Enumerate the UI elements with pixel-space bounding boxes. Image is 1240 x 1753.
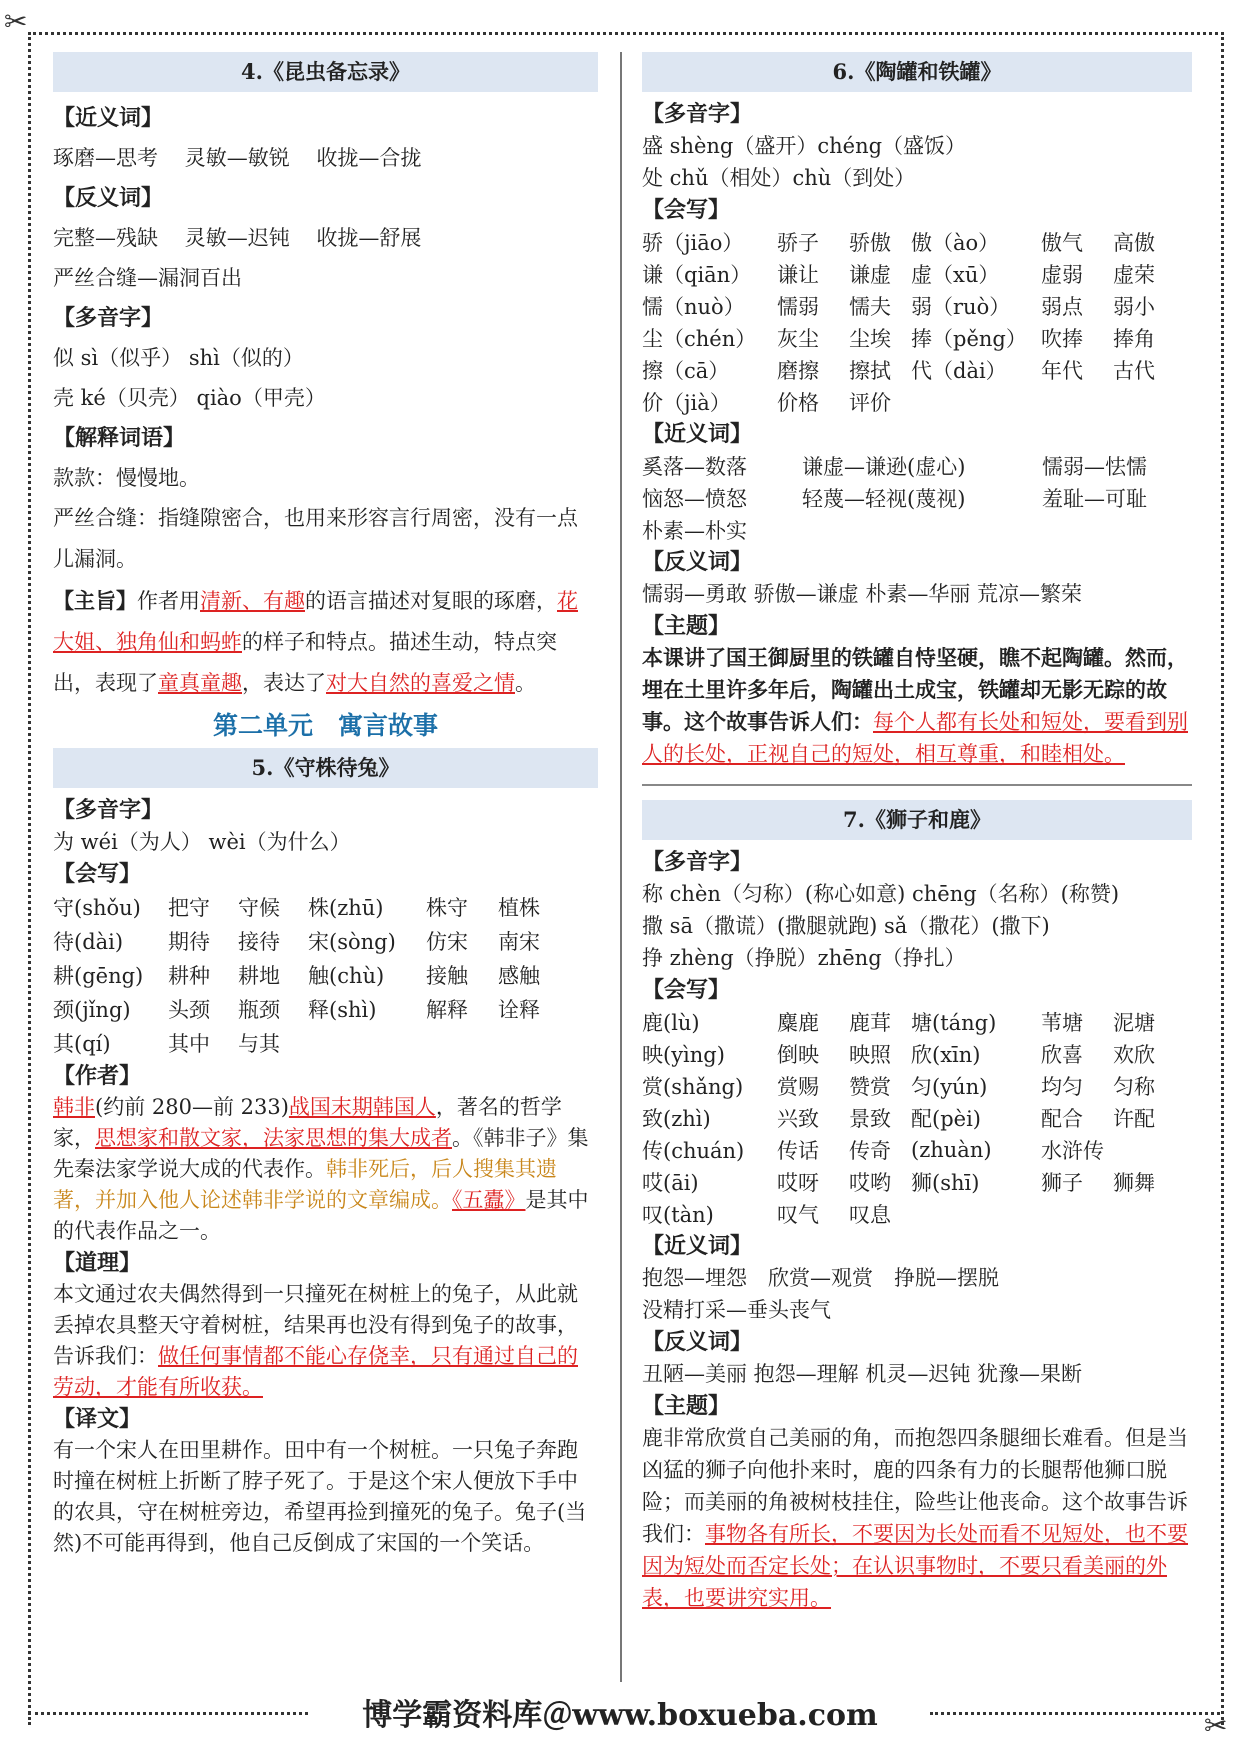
table-cell: 羞耻—可耻 — [1042, 487, 1147, 511]
table-row — [642, 1134, 1173, 1166]
section-heading: 【会写】 — [642, 197, 731, 223]
table-cell: 解释 — [426, 998, 468, 1022]
table-cell: 其(qí) — [53, 1032, 111, 1056]
table-cell: 尘埃 — [849, 327, 891, 351]
theme-paragraph — [53, 580, 598, 704]
table-cell: 赞赏 — [849, 1075, 891, 1099]
table-cell: 映(yìng) — [642, 1043, 725, 1067]
section-heading: 【作者】 — [53, 1063, 142, 1089]
table-row — [642, 1102, 1173, 1134]
table-row — [642, 354, 1173, 386]
highlight: 清新、有趣 — [200, 589, 305, 613]
text: ，著名的哲学家， — [53, 1095, 562, 1150]
table-cell: 傲（ào） — [911, 231, 1000, 255]
table-cell: 价格 — [777, 391, 819, 415]
table-cell: 植株 — [498, 896, 540, 920]
table-row — [642, 1070, 1173, 1102]
reason-paragraph — [53, 1279, 598, 1403]
table-cell: 叹(tàn) — [642, 1203, 714, 1227]
table-row — [642, 450, 1147, 482]
section-heading: 【会写】 — [642, 977, 731, 1003]
table-cell: 吹捧 — [1041, 327, 1083, 351]
table-cell: 耕种 — [168, 964, 210, 988]
section-divider — [642, 784, 1192, 786]
table-cell: 传奇 — [849, 1139, 891, 1163]
table-cell: 弱小 — [1113, 295, 1155, 319]
table-cell: 谦（qiān） — [642, 263, 752, 287]
antonym-pair: 收拢—舒展 — [316, 226, 422, 250]
table-cell: 骄子 — [777, 231, 819, 255]
table-cell: 接触 — [426, 964, 468, 988]
highlight: 事物各有所长，不要因为长处而看不见短处，也不要因为短处而否定长处；在认识事物时，不要只看美丽的外表，也要讲究实用。 — [642, 1522, 1188, 1610]
section-heading: 【多音字】 — [642, 849, 753, 875]
lesson-4-title: 4.《昆虫备忘录》 — [53, 52, 598, 92]
table-cell: 株(zhū) — [308, 896, 384, 920]
table-cell: 株守 — [426, 896, 468, 920]
antonym-pair: 完整—残缺 — [53, 226, 158, 250]
table-cell: 守候 — [238, 896, 280, 920]
table-cell: 虚荣 — [1113, 263, 1155, 287]
column-divider — [620, 52, 622, 1682]
table-row — [642, 1006, 1173, 1038]
table-cell: 懦夫 — [849, 295, 891, 319]
antonym-row — [53, 218, 598, 258]
table-cell: 宋(sòng) — [308, 930, 396, 954]
table-cell: 水浒传 — [1041, 1139, 1104, 1163]
section-heading: 【解释词语】 — [53, 425, 186, 451]
scissors-icon: ✂ — [4, 5, 28, 38]
table-cell: 致(zhì) — [642, 1107, 711, 1131]
table-cell: 懦弱—怯懦 — [1042, 455, 1147, 479]
text: ，表达了 — [242, 671, 326, 695]
antonym-pair: 灵敏—迟钝 — [184, 226, 290, 250]
table-cell: 感触 — [498, 964, 540, 988]
polyphone-row: 为 wéi（为人） wèi（为什么） — [53, 830, 351, 854]
table-cell: 擦拭 — [849, 359, 891, 383]
table-cell: 磨擦 — [777, 359, 819, 383]
table-cell: 许配 — [1113, 1107, 1155, 1131]
lesson-7-title: 7.《狮子和鹿》 — [642, 800, 1192, 840]
table-cell: 捧（pěng） — [911, 327, 1027, 351]
section-heading: 【主旨】 — [53, 588, 137, 613]
table-cell: 与其 — [238, 1032, 280, 1056]
table-cell: 哎(āi) — [642, 1171, 699, 1195]
table-cell: 代（dài） — [911, 359, 1007, 383]
highlight: 思想家和散文家，法家思想的集大成者 — [95, 1126, 452, 1150]
synonym-row: 抱怨—埋怨 欣赏—观赏 挣脱—摆脱 — [642, 1266, 999, 1290]
text: 本课讲了国王御厨里的铁罐自恃坚硬，瞧不起陶罐。然而，埋在土里许多年后，陶罐出土成宝，铁罐却无影无踪的故事。这个故事告诉人们： — [642, 645, 1188, 734]
table-cell: 欣(xīn) — [911, 1043, 981, 1067]
section-heading: 【主题】 — [642, 1393, 731, 1419]
table-cell: 配(pèi) — [911, 1107, 981, 1131]
table-row — [53, 924, 558, 958]
table-cell: 叹息 — [849, 1203, 891, 1227]
table-cell: 苇塘 — [1041, 1011, 1083, 1035]
table-cell: 映照 — [849, 1043, 891, 1067]
section-heading: 【反义词】 — [642, 549, 753, 575]
highlight: 每个人都有长处和短处，要看到别人的长处，正视自己的短处，相互尊重，和睦相处。 — [642, 710, 1188, 766]
synonym-pair: 收拢—合拢 — [316, 146, 422, 170]
table-cell: 傲气 — [1041, 231, 1083, 255]
polyphone-row: 盛 shèng（盛开）chéng（盛饭） — [642, 134, 967, 158]
table-cell: 头颈 — [168, 998, 210, 1022]
table-cell: 耕地 — [238, 964, 280, 988]
section-heading: 【译文】 — [53, 1406, 142, 1432]
table-cell: 麋鹿 — [777, 1011, 819, 1035]
table-cell: 古代 — [1113, 359, 1155, 383]
theme-paragraph — [642, 1422, 1192, 1614]
table-cell: 颈(jǐng) — [53, 998, 131, 1022]
table-cell: 弱（ruò） — [911, 295, 1011, 319]
lesson-5-title: 5.《守株待兔》 — [53, 748, 598, 788]
table-row — [642, 1166, 1173, 1198]
highlight: 《五蠹》 — [452, 1188, 526, 1212]
table-row — [642, 258, 1173, 290]
table-cell: 诠释 — [498, 998, 540, 1022]
table-cell: 评价 — [849, 391, 891, 415]
table-row — [642, 226, 1173, 258]
table-cell: 骄（jiāo） — [642, 231, 744, 255]
table-cell: 待(dài) — [53, 930, 124, 954]
table-cell: 尘（chén） — [642, 327, 757, 351]
section-heading: 【反义词】 — [642, 1329, 753, 1355]
table-cell: 景致 — [849, 1107, 891, 1131]
write-table — [642, 1006, 1173, 1230]
text: 的样子和特点。描述生动，特点突出，表现了 — [53, 630, 557, 695]
antonym-row: 懦弱—勇敢 骄傲—谦虚 朴素—华丽 荒凉—繁荣 — [642, 582, 1083, 606]
write-table — [53, 890, 558, 1060]
table-cell: 谦虚 — [849, 263, 891, 287]
table-cell: 赏(shǎng) — [642, 1075, 744, 1099]
table-cell: 仿宋 — [426, 930, 468, 954]
table-cell: 瓶颈 — [238, 998, 280, 1022]
synonym-row: 没精打采—垂头丧气 — [642, 1298, 831, 1322]
table-cell: 塘(táng) — [911, 1011, 997, 1035]
explanation: 严丝合缝：指缝隙密合，也用来形容言行周密，没有一点儿漏洞。 — [53, 506, 578, 571]
table-cell: 匀称 — [1113, 1075, 1155, 1099]
polyphone-row: 挣 zhèng（挣脱）zhēng（挣扎） — [642, 946, 966, 970]
table-cell: 狮舞 — [1113, 1171, 1155, 1195]
polyphone-row: 似 sì（似乎） shì（似的） — [53, 346, 304, 370]
table-cell: 释(shì) — [308, 998, 377, 1022]
table-cell: 叹气 — [777, 1203, 819, 1227]
table-cell: 狮子 — [1041, 1171, 1083, 1195]
table-row — [642, 386, 1173, 418]
write-table — [642, 226, 1173, 418]
table-row — [642, 482, 1147, 514]
table-cell: 传(chuán) — [642, 1139, 745, 1163]
table-cell: 赏赐 — [777, 1075, 819, 1099]
text: (约前 280—前 233) — [95, 1095, 289, 1119]
text: 。 — [515, 671, 536, 695]
text: 。《韩非子》集先秦法家学说大成的代表作。 — [53, 1126, 589, 1181]
table-cell: 欣喜 — [1041, 1043, 1083, 1067]
table-cell: 传话 — [777, 1139, 819, 1163]
table-row — [53, 992, 558, 1026]
table-cell: 耕(gēng) — [53, 964, 144, 988]
table-cell: 懦（nuò） — [642, 295, 745, 319]
table-cell: 灰尘 — [777, 327, 819, 351]
text: 本文通过农夫偶然得到一只撞死在树桩上的兔子，从此就丢掉农具整天守着树桩，结果再也没有得到兔子的故事，告诉我们： — [53, 1282, 578, 1368]
section-heading: 【会写】 — [53, 861, 142, 887]
table-cell: 弱点 — [1041, 295, 1083, 319]
table-cell: 骄傲 — [849, 231, 891, 255]
table-cell: 年代 — [1041, 359, 1083, 383]
highlight: 韩非 — [53, 1095, 95, 1119]
table-cell: 奚落—数落 — [642, 455, 747, 479]
table-cell: 兴致 — [777, 1107, 819, 1131]
antonym-row: 丑陋—美丽 抱怨—理解 机灵—迟钝 犹豫—果断 — [642, 1362, 1083, 1386]
text: 作者用 — [137, 589, 200, 613]
antonym-row: 严丝合缝—漏洞百出 — [53, 266, 242, 290]
table-cell: 朴素—朴实 — [642, 519, 747, 543]
author-paragraph — [53, 1092, 598, 1247]
table-cell: 捧角 — [1113, 327, 1155, 351]
table-cell: 轻蔑—轻视(蔑视) — [802, 487, 966, 511]
table-cell: 守(shǒu) — [53, 896, 141, 920]
table-cell: 触(chù) — [308, 964, 385, 988]
table-cell: 懦弱 — [777, 295, 819, 319]
table-row — [642, 322, 1173, 354]
table-cell: 狮(shī) — [911, 1171, 980, 1195]
section-heading: 【近义词】 — [642, 421, 753, 447]
table-cell: 期待 — [168, 930, 210, 954]
theme-paragraph — [642, 642, 1192, 770]
table-row — [642, 290, 1173, 322]
explanation: 款款：慢慢地。 — [53, 466, 200, 490]
scissors-icon: ✂ — [1204, 1709, 1228, 1742]
highlight: 童真童趣 — [158, 671, 242, 695]
table-cell: 谦虚—谦逊(虚心) — [802, 455, 966, 479]
polyphone-row: 撒 sā（撒谎）(撒腿就跑) sǎ（撒花）(撒下) — [642, 914, 1050, 938]
table-cell: 均匀 — [1041, 1075, 1083, 1099]
synonym-pair: 琢磨—思考 — [53, 146, 158, 170]
table-cell: 南宋 — [498, 930, 540, 954]
translation-paragraph: 有一个宋人在田里耕作。田中有一个树桩。一只兔子奔跑时撞在树桩上折断了脖子死了。于是这个宋人便放下手中的农具，守在树桩旁边，希望再捡到撞死的兔子。兔子(当然)不可能再得到，他自己反倒成了宋国的一个笑话。 — [53, 1438, 587, 1555]
table-cell: 恼怒—愤怒 — [642, 487, 747, 511]
table-cell: 接待 — [238, 930, 280, 954]
synonym-table — [642, 450, 1147, 546]
text: 是其中的代表作品之一。 — [53, 1188, 589, 1243]
table-cell: 谦让 — [777, 263, 819, 287]
table-cell: 擦（cā） — [642, 359, 730, 383]
table-cell: 泥塘 — [1113, 1011, 1155, 1035]
table-cell: (zhuàn) — [911, 1138, 992, 1162]
section-heading: 【道理】 — [53, 1250, 142, 1276]
highlight: 对大自然的喜爱之情 — [326, 671, 515, 695]
polyphone-row: 处 chǔ（相处）chù（到处） — [642, 166, 916, 190]
highlight: 花大姐、独角仙和蚂蚱 — [53, 589, 578, 654]
table-cell: 哎呀 — [777, 1171, 819, 1195]
table-cell: 其中 — [168, 1032, 210, 1056]
table-cell: 配合 — [1041, 1107, 1083, 1131]
table-cell: 价（jià） — [642, 391, 731, 415]
section-heading: 【多音字】 — [642, 101, 753, 127]
table-row — [642, 1038, 1173, 1070]
section-heading: 【主题】 — [642, 613, 731, 639]
text: 鹿非常欣赏自己美丽的角，而抱怨四条腿细长难看。但是当凶猛的狮子向他扑来时，鹿的四条有力的长腿帮他狮口脱险；而美丽的角被树枝挂住，险些让他丧命。这个故事告诉我们： — [642, 1426, 1188, 1546]
table-row — [53, 1026, 558, 1060]
left-column — [53, 52, 598, 1559]
polyphone-row: 称 chèn（匀称）(称心如意) chēng（名称）(称赞) — [642, 882, 1120, 906]
highlight: 战国末期韩国人 — [288, 1095, 436, 1119]
section-heading: 【反义词】 — [53, 185, 164, 211]
section-heading: 【多音字】 — [53, 797, 164, 823]
unit-title: 第二单元 寓言故事 — [212, 711, 438, 740]
highlight: 做任何事情都不能心存侥幸，只有通过自己的劳动，才能有所收获。 — [53, 1344, 578, 1399]
text: 的语言描述对复眼的琢磨， — [305, 589, 557, 613]
table-cell: 鹿(lù) — [642, 1011, 700, 1035]
table-cell: 欢欣 — [1113, 1043, 1155, 1067]
table-row — [642, 514, 1147, 546]
right-column — [642, 52, 1192, 1614]
highlight: 韩非死后，后人搜集其遗著，并加入他人论述韩非学说的文章编成。 — [53, 1157, 557, 1212]
table-cell: 把守 — [168, 896, 210, 920]
table-cell: 高傲 — [1113, 231, 1155, 255]
section-heading: 【近义词】 — [642, 1233, 753, 1259]
table-row — [53, 890, 558, 924]
synonym-row — [53, 138, 598, 178]
table-row — [53, 958, 558, 992]
section-heading: 【多音字】 — [53, 305, 164, 331]
table-cell: 匀(yún) — [911, 1075, 988, 1099]
polyphone-row: 壳 ké（贝壳） qiào（甲壳） — [53, 386, 326, 410]
table-cell: 哎哟 — [849, 1171, 891, 1195]
table-cell: 虚弱 — [1041, 263, 1083, 287]
lesson-6-title: 6.《陶罐和铁罐》 — [642, 52, 1192, 92]
table-cell: 虚（xū） — [911, 263, 1000, 287]
synonym-pair: 灵敏—敏锐 — [184, 146, 290, 170]
table-cell: 倒映 — [777, 1043, 819, 1067]
table-cell: 鹿茸 — [849, 1011, 891, 1035]
table-row — [642, 1198, 1173, 1230]
footer-watermark: 博学霸资料库＠www.boxueba.com — [362, 1698, 878, 1733]
section-heading: 【近义词】 — [53, 105, 164, 131]
